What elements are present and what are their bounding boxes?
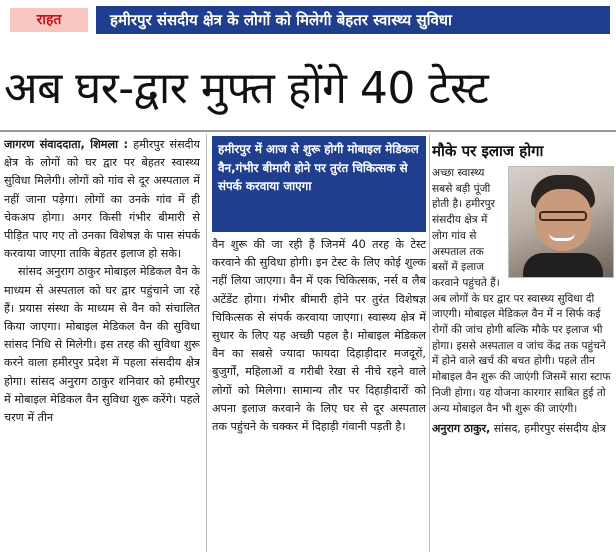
top-strip [0,0,616,36]
sidebar-column [432,140,614,552]
paragraph-1 [4,136,200,263]
column-divider-2 [429,134,430,552]
section-tag: राहत [10,8,88,32]
mp-quote-text: अच्छा स्वास्थ्य सबसे बड़ी पूंजी होती है। हमीरपुर संसदीय क्षेत्र में लोग गांव से अस्पताल तक बसों में इलाज करवाने पहुंचते हैं। अब लोगों के घर द्वार पर स्वास्थ्य सुविधा दी जाएगी। मोबाइल मेडिकल वैन में न सिर्फ कई रोगों की जांच होगी बल्कि मौके पर इलाज भी होगा। इससे अस्पताल व जांच केंद्र तक पहुंचने में होने वाले खर्च की बचत होगी। पहले तीन मोबाइल वैन शुरू की जाएंगी जिसमें सारा स्टाफ निजी होगा। यह योजना कारगार साबित हुई तो अन्य मोबाइल वैन भी शुरू की जाएंगी। [432,167,611,415]
pull-quote-box: हमीरपुर में आज से शुरू होगी मोबाइल मेडिकल वैन,गंभीर बीमारी होने पर तुरंत चिकित्सक से संपर्क करवाया जाएगा [212,136,426,232]
mp-portrait-photo [508,166,614,278]
headline-divider [0,130,616,132]
mp-quote [432,166,614,417]
column-divider-1 [206,134,207,552]
article-column-1 [4,136,200,552]
paragraph-1-text: हमीरपुर संसदीय क्षेत्र के लोगों को घर द्वार पर बेहतर स्वास्थ्य सुविधा मिलेगी। लोगों को गांव से दूर अस्पताल में नहीं जाना पड़ेगा। लोगों का उनके गांव में ही चेकअप होगा। अगर किसी गंभीर बीमारी से पीड़ित पाए गए तो उनका विशेषज्ञ के पास संपर्क करवाया जाएगा ताकि बेहतर इलाज हो सके। [4,138,200,261]
paragraph-2: सांसद अनुराग ठाकुर मोबाइल मेडिकल वैन के माध्यम से अस्पताल को घर द्वार पहुंचाने जा रहे हैं। प्रयास संस्था के माध्यम से वैन को संचालित किया जाएगा। मोबाइल मेडिकल वैन की सुविधा सांसद निधि से मिलेगी। इस तरह की सुविधा शुरू करने वाला हमीरपुर प्रदेश में पहला संसदीय क्षेत्र होगा। सांसद अनुराग ठाकुर शनिवार को हमीरपुर में मोबाइल मेडिकल वैन सुविधा शुरू करेंगे। पहले चरण में तीन [4,265,200,425]
signature-name: अनुराग ठाकुर, [432,422,491,436]
sidebar-heading: मौके पर इलाज होगा [432,142,544,160]
subheadline-banner: हमीरपुर संसदीय क्षेत्र के लोगों को मिलेगी बेहतर स्वास्थ्य सुविधा [96,6,610,34]
article-column-2 [212,136,426,552]
dateline: जागरण संवाददाता, शिमला : [4,138,129,151]
signature-title: सांसद, हमीरपुर संसदीय क्षेत्र [493,422,606,436]
column-2-body: वैन शुरू की जा रही हैं जिनमें 40 तरह के टेस्ट करवाने की सुविधा होगी। इन टेस्ट के लिए कोई शुल्क नहीं लिया जाएगा। वैन में एक चिकित्सक, नर्स व लैब अटेंडेंट होगा। गंभीर बीमारी होने पर तुरंत विशेषज्ञ चिकित्सक से संपर्क करवाया जाएगा। स्वास्थ्य क्षेत्र में सुधार के लिए यह अच्छी पहल है। मोबाइल मेडिकल वैन का सबसे ज्यादा फायदा दिहाड़ीदार मजदूरों, बुजुर्गों, महिलाओं व गरीबी रेखा से नीचे रहने वाले लोगों को मिलेगा। सामान्य तौर पर दिहाड़ीदारों को अपना इलाज करवाने के लिए घर से दूर अस्पताल तक पहुंचने के चक्कर में दिहाड़ी गंवानी पड़ती है। [212,238,426,434]
quote-signature [432,421,614,436]
main-headline: अब घर-द्वार मुफ्त होंगे 40 टेस्ट [4,63,489,114]
